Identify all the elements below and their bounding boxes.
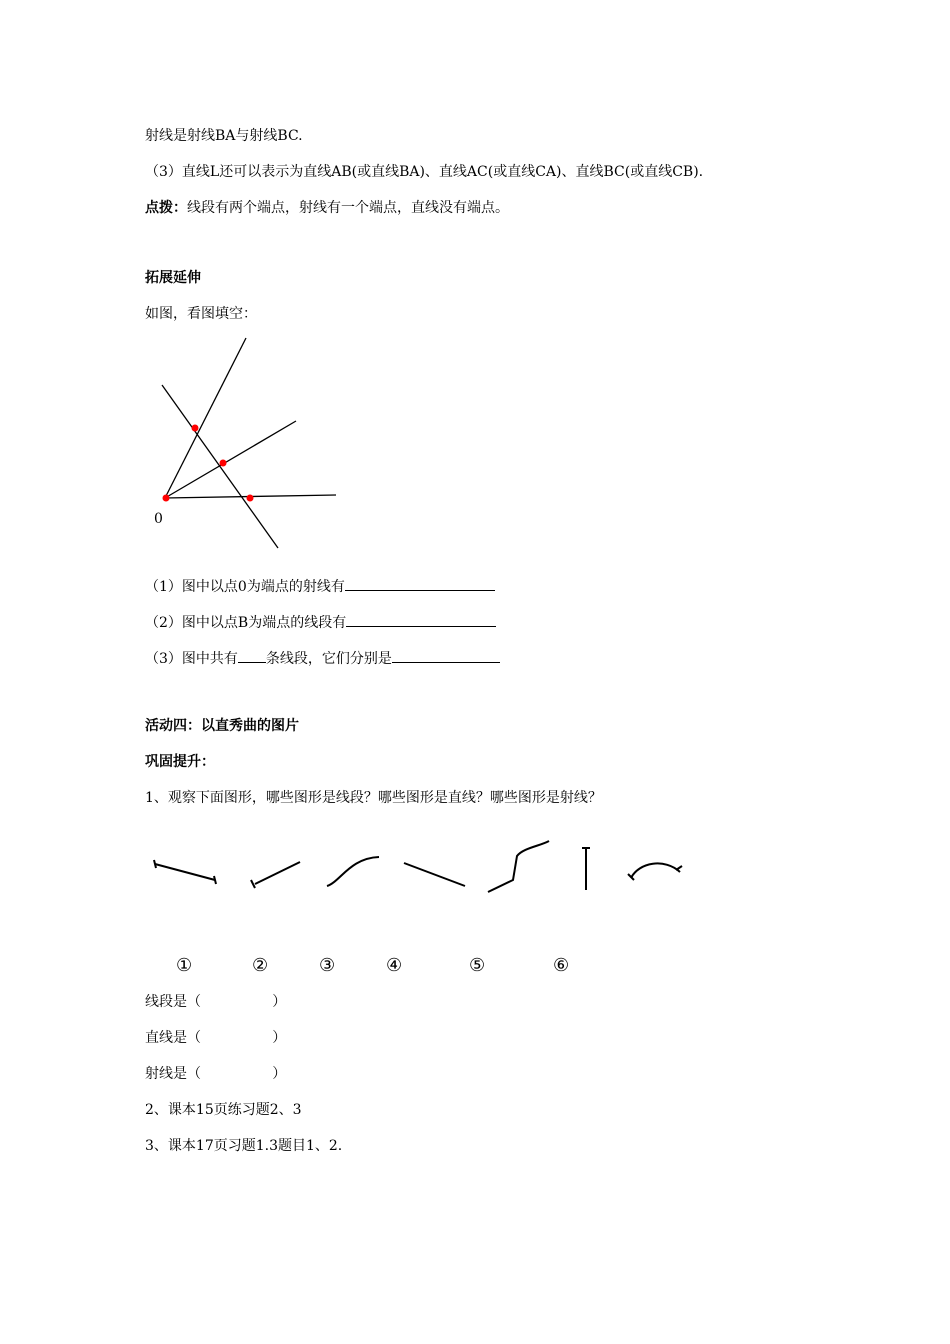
activity-question-3: 3、课本17页习题1.3题目1、2. [145,1138,343,1154]
shape-curve [327,857,379,886]
hint-label: 点拨： [145,200,187,216]
q3-list-blank[interactable] [392,648,500,663]
shape-segment [154,860,216,884]
activity-subheading: 巩固提升： [145,754,215,770]
shape-arc [628,863,682,880]
shape-vertical-segment [582,848,590,890]
hint-text: 线段有两个端点，射线有一个端点，直线没有端点。 [187,200,509,216]
activity-heading: 活动四：以直秀曲的图片 [145,718,299,734]
shape-number-6: ⑥ [553,955,570,976]
point-o [163,495,170,502]
shape-ray [251,862,300,888]
q3-text-a: （3）图中共有 [145,651,238,667]
intro-line-2: （3）直线L还可以表示为直线AB(或直线BA)、直线AC(或直线CA)、直线BC(或直线CB). [145,164,704,180]
q2-blank[interactable] [346,612,496,627]
shape-number-5: ⑤ [469,955,486,976]
geometry-figure [140,330,350,555]
shape-number-1: ① [176,955,193,976]
extension-question-3 [145,648,500,669]
q1-blank[interactable] [345,576,495,591]
hint-line [145,198,509,218]
shape-line [404,863,465,886]
q1-text: （1）图中以点0为端点的射线有 [145,579,345,595]
extension-heading: 拓展延伸 [145,270,201,286]
point-middle [220,460,227,467]
q3-count-blank[interactable] [238,648,266,663]
shape-number-3: ③ [319,955,336,976]
activity-question-1: 1、观察下面图形，哪些图形是线段？哪些图形是直线？哪些图形是射线？ [145,790,602,806]
transversal-line [162,385,278,548]
q2-text: （2）图中以点B为端点的线段有 [145,615,347,631]
point-upper [192,425,199,432]
point-o-label: 0 [154,511,163,527]
shape-number-4: ④ [386,955,403,976]
q3-text-b: 条线段，它们分别是 [265,651,392,667]
shape-number-2: ② [252,955,269,976]
segment-answer[interactable]: 线段是（ ） [145,994,287,1010]
ray-answer[interactable]: 射线是（ ） [145,1066,287,1082]
shape-polyline [488,841,549,892]
point-lower [247,495,254,502]
shapes-figure [145,838,705,908]
activity-question-2: 2、课本15页练习题2、3 [145,1102,302,1118]
extension-question-2 [145,612,496,633]
extension-prompt: 如图，看图填空： [145,306,257,322]
extension-question-1 [145,576,495,597]
line-answer[interactable]: 直线是（ ） [145,1030,287,1046]
intro-line-1: 射线是射线BA与射线BC. [145,128,303,144]
